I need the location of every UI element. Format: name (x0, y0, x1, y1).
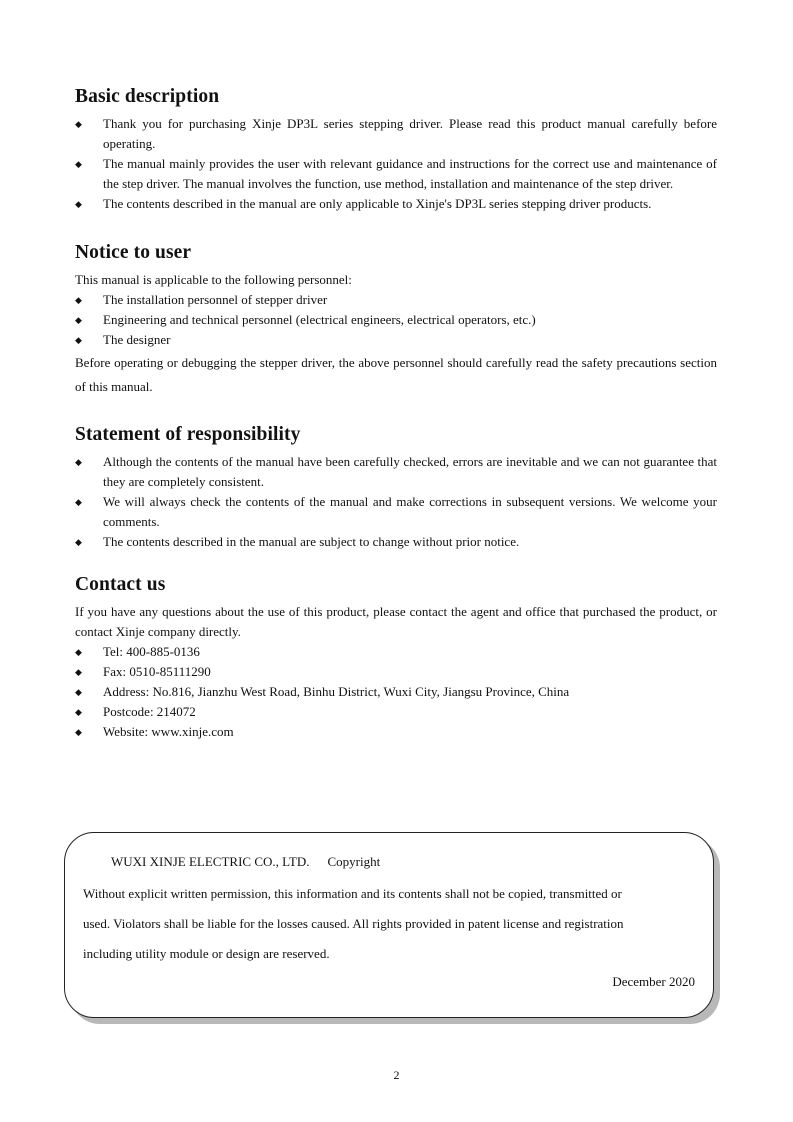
diamond-bullet-icon: ◆ (75, 537, 82, 547)
list-item: ◆ The designer (75, 330, 717, 350)
list-item: ◆ Engineering and technical personnel (electrical engineers, electrical operators, etc.) (75, 310, 717, 330)
diamond-bullet-icon: ◆ (75, 647, 82, 657)
diamond-bullet-icon: ◆ (75, 457, 82, 467)
copyright-line: Without explicit written permission, this information and its contents shall not be copied, transmitted or (83, 886, 622, 901)
statement-of-responsibility-section (75, 422, 717, 552)
list-item: ◆ The contents described in the manual are subject to change without prior notice. (75, 532, 717, 552)
list-item: ◆ The installation personnel of stepper driver (75, 290, 717, 310)
contact-postcode: ◆ Postcode: 214072 (75, 702, 717, 722)
copyright-line: including utility module or design are reserved. (83, 946, 330, 961)
manual-page-content (75, 84, 717, 742)
basic-description-list (75, 114, 717, 214)
copyright-label: Copyright (327, 854, 381, 869)
copyright-text (83, 879, 695, 969)
diamond-bullet-icon: ◆ (75, 687, 82, 697)
diamond-bullet-icon: ◆ (75, 727, 82, 737)
contact-us-section (75, 572, 717, 742)
copyright-line: used. Violators shall be liable for the losses caused. All rights provided in patent license and registration (83, 916, 624, 931)
diamond-bullet-icon: ◆ (75, 119, 82, 129)
diamond-bullet-icon: ◆ (75, 707, 82, 717)
diamond-bullet-icon: ◆ (75, 295, 82, 305)
contact-address: ◆ Address: No.816, Jianzhu West Road, Binhu District, Wuxi City, Jiangsu Province, China (75, 682, 717, 702)
basic-description-heading: Basic description (75, 86, 220, 107)
diamond-bullet-icon: ◆ (75, 199, 82, 209)
copyright-date: December 2020 (612, 974, 695, 989)
notice-intro: This manual is applicable to the following personnel: (75, 272, 352, 287)
company-name: WUXI XINJE ELECTRIC CO., LTD. (111, 854, 310, 869)
contact-us-heading: Contact us (75, 574, 166, 595)
page-number: 2 (393, 1068, 400, 1082)
notice-to-user-heading: Notice to user (75, 242, 192, 263)
diamond-bullet-icon: ◆ (75, 315, 82, 325)
list-item: ◆ Thank you for purchasing Xinje DP3L series stepping driver. Please read this product manual carefully before operating. (75, 116, 717, 151)
diamond-bullet-icon: ◆ (75, 667, 82, 677)
notice-to-user-section (75, 240, 717, 399)
list-item: ◆ The manual mainly provides the user with relevant guidance and instructions for the correct use and maintenance of the step driver. The manual involves the function, use method, installation and maintenance of the step driver. (75, 156, 717, 191)
diamond-bullet-icon: ◆ (75, 335, 82, 345)
responsibility-heading: Statement of responsibility (75, 424, 301, 445)
copyright-box (64, 832, 714, 1018)
responsibility-list (75, 452, 717, 552)
list-item: ◆ Although the contents of the manual have been carefully checked, errors are inevitable and we can not guarantee that they are completely consistent. (75, 454, 717, 489)
diamond-bullet-icon: ◆ (75, 497, 82, 507)
contact-list (75, 642, 717, 742)
contact-tel: ◆ Tel: 400-885-0136 (75, 642, 717, 662)
notice-personnel-list (75, 290, 717, 350)
list-item: ◆ We will always check the contents of the manual and make corrections in subsequent versions. We welcome your comments. (75, 494, 717, 529)
basic-description-section (75, 84, 717, 214)
contact-fax: ◆ Fax: 0510-85111290 (75, 662, 717, 682)
copyright-title (111, 854, 380, 870)
notice-closing: Before operating or debugging the stepper driver, the above personnel should carefully read the safety precautions section of this manual. (75, 355, 717, 394)
diamond-bullet-icon: ◆ (75, 159, 82, 169)
contact-intro: If you have any questions about the use of this product, please contact the agent and office that purchased the product, or contact Xinje company directly. (75, 604, 717, 639)
contact-website: ◆ Website: www.xinje.com (75, 722, 717, 742)
list-item: ◆ The contents described in the manual are only applicable to Xinje's DP3L series stepping driver products. (75, 194, 717, 214)
